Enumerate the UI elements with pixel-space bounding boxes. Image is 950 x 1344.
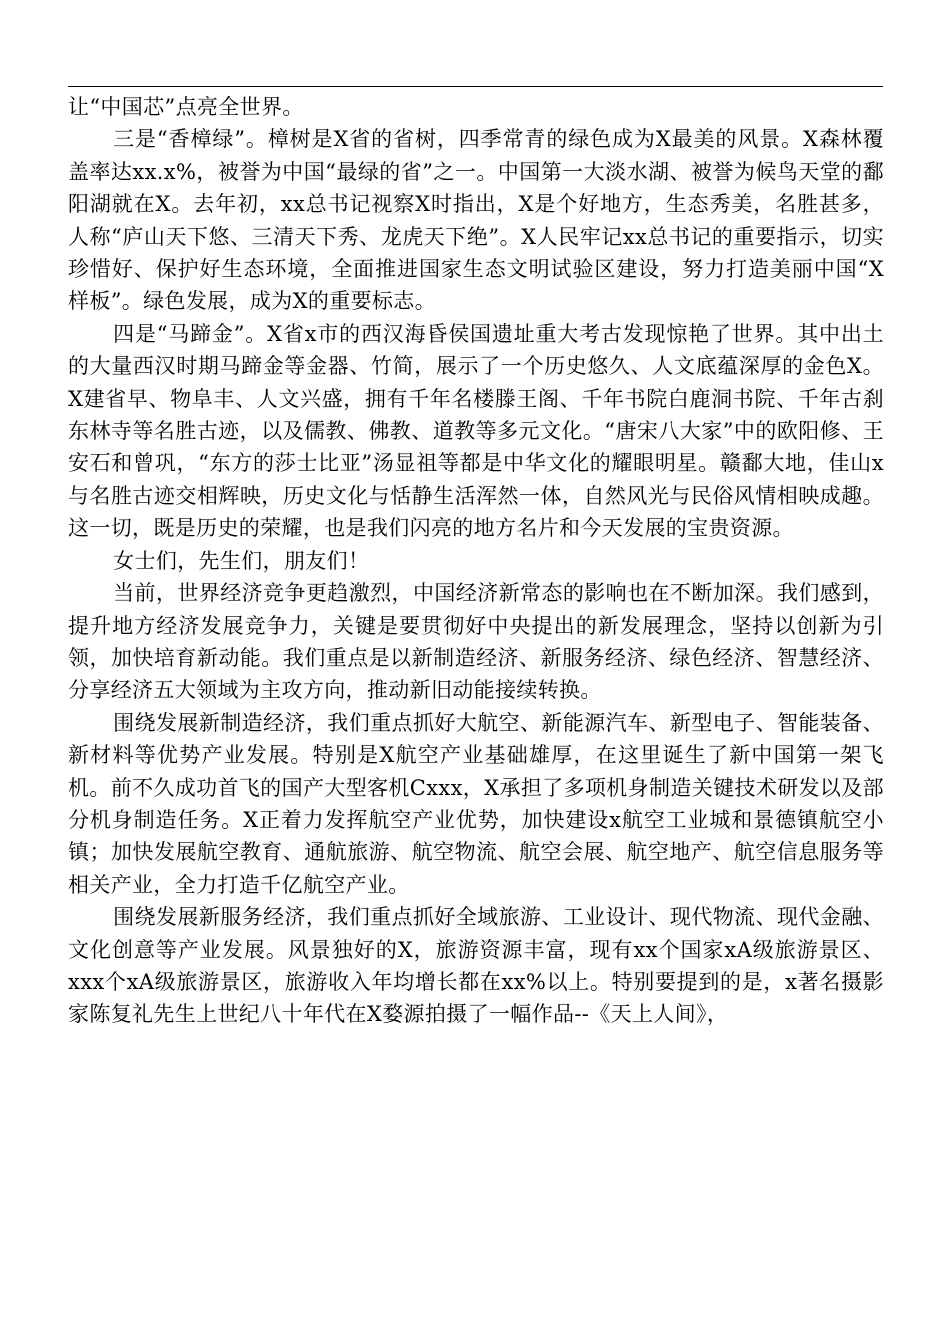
header-rule: [68, 86, 883, 87]
paragraph-manufacturing: 围绕发展新制造经济，我们重点抓好大航空、新能源汽车、新型电子、智能装备、新材料等优势产业发展。特别是X航空产业基础雄厚，在这里诞生了新中国第一架飞机。前不久成功首飞的国产大型客机Cxxx，X承担了多项机身制造关键技术研发以及部分机身制造任务。X正着力发挥航空产业优势，加快建设x航空工业城和景德镇航空小镇；加快发展航空教育、通航旅游、航空物流、航空会展、航空地产、航空信息服务等相关产业，全力打造千亿航空产业。: [68, 710, 884, 897]
document-body: [68, 91, 884, 1031]
paragraph-camphor-green: 三是“香樟绿”。樟树是X省的省树，四季常青的绿色成为X最美的风景。X森林覆盖率达xx.x%，被誉为中国“最绿的省”之一。中国第一大淡水湖、被誉为候鸟天堂的鄱阳湖就在X。去年初，xx总书记视察X时指出，X是个好地方，生态秀美，名胜甚多，人称“庐山天下悠、三清天下秀、龙虎天下绝”。X人民牢记xx总书记的重要指示，切实珍惜好、保护好生态环境，全面推进国家生态文明试验区建设，努力打造美丽中国“X样板”。绿色发展，成为X的重要标志。: [68, 127, 884, 314]
paragraph-continuation: 让“中国芯”点亮全世界。: [68, 95, 304, 119]
paragraph-greeting: 女士们，先生们，朋友们！: [113, 548, 370, 573]
paragraph-services: 围绕发展新服务经济，我们重点抓好全域旅游、工业设计、现代物流、现代金融、文化创意等产业发展。风景独好的X，旅游资源丰富，现有xx个国家xA级旅游景区、xxx个xA级旅游景区，旅游收入年均增长都在xx%以上。特别要提到的是，x著名摄影家陈复礼先生上世纪八十年代在X婺源拍摄了一幅作品--《天上人间》，: [68, 905, 884, 1027]
paragraph-horseshoe-gold: 四是“马蹄金”。X省x市的西汉海昏侯国遗址重大考古发现惊艳了世界。其中出土的大量西汉时期马蹄金等金器、竹简，展示了一个历史悠久、人文底蕴深厚的金色X。X建省早、物阜丰、人文兴盛，拥有千年名楼滕王阁、千年书院白鹿洞书院、千年古刹东林寺等名胜古迹，以及儒教、佛教、道教等多元文化。“唐宋八大家”中的欧阳修、王安石和曾巩，“东方的莎士比亚”汤显祖等都是中华文化的耀眼明星。赣鄱大地，佳山x与名胜古迹交相辉映，历史文化与恬静生活浑然一体，自然风光与民俗风情相映成趣。这一切，既是历史的荣耀，也是我们闪亮的地方名片和今天发展的宝贵资源。: [68, 321, 884, 541]
paragraph-economy: 当前，世界经济竞争更趋激烈，中国经济新常态的影响也在不断加深。我们感到，提升地方经济发展竞争力，关键是要贯彻好中央提出的新发展理念，坚持以创新为引领，加快培育新动能。我们重点是以新制造经济、新服务经济、绿色经济、智慧经济、分享经济五大领域为主攻方向，推动新旧动能接续转换。: [68, 581, 884, 703]
